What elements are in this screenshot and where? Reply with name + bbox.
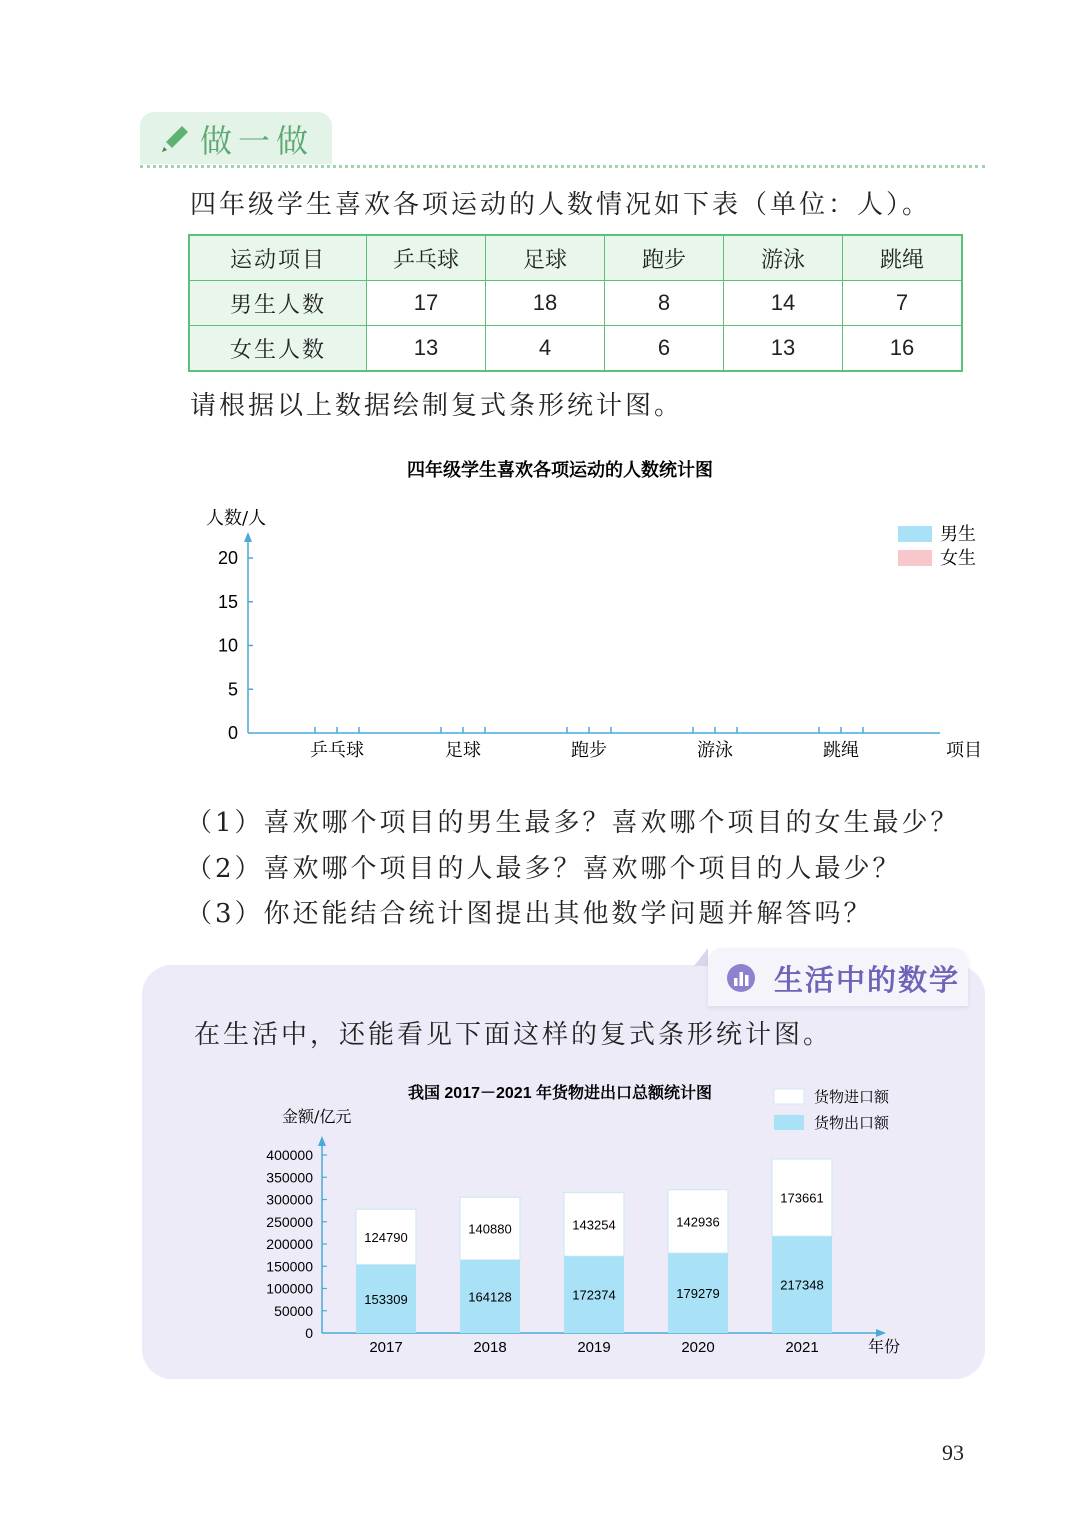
y-tick-label: 0 [227,723,238,743]
x-tick-label: 2018 [473,1339,507,1356]
table-cell: 13 [367,326,486,372]
data-label-import: 173661 [780,1190,824,1206]
y-tick-label: 300000 [266,1191,313,1208]
x-tick-label: 足球 [445,740,481,761]
x-tick-label: 2020 [681,1339,715,1356]
table-cell: 8 [605,281,724,326]
pencil-icon [158,122,192,156]
x-tick-label: 2017 [369,1339,403,1356]
intro-text: 四年级学生喜欢各项运动的人数情况如下表（单位：人）。 [190,190,932,220]
x-tick-label: 乒乓球 [310,740,364,761]
chart-title: 我国 2017－2021 年货物进出口总额统计图 [407,1085,713,1102]
y-axis-label: 人数/人 [206,508,267,529]
table-cell: 7 [843,281,963,326]
x-tick-label: 2021 [785,1339,819,1356]
table-cell: 17 [367,281,486,326]
table-row [189,326,962,372]
bar-chart-icon [726,963,756,993]
y-tick-label: 10 [217,635,238,656]
life-math-intro: 在生活中，还能看见下面这样的复式条形统计图。 [194,1020,833,1050]
y-tick-label: 250000 [266,1213,313,1230]
data-label-import: 143254 [572,1217,616,1233]
table-header-cell: 乒乓球 [367,235,486,281]
legend-swatch-import [774,1089,804,1104]
table-header-cell: 游泳 [724,235,843,281]
legend-label-girls: 女生 [940,548,976,569]
table-header-row [189,235,962,281]
data-label-export: 153309 [364,1291,408,1307]
data-label-export: 217348 [780,1277,824,1293]
table-cell: 6 [605,326,724,372]
trade-chart [250,1075,950,1370]
table-cell: 4 [486,326,605,372]
question-1: （1）喜欢哪个项目的男生最多？喜欢哪个项目的女生最少？ [186,808,960,838]
life-math-title: 生活中的数学 [774,963,961,997]
y-tick-label: 100000 [266,1280,313,1297]
table-cell: 13 [724,326,843,372]
table-cell: 18 [486,281,605,326]
chart-title: 四年级学生喜欢各项运动的人数统计图 [407,460,713,481]
data-label-export: 179279 [676,1286,720,1302]
legend-swatch-boys [898,526,932,542]
table-cell: 16 [843,326,963,372]
data-label-import: 124790 [364,1230,408,1246]
x-tick-label: 2019 [577,1339,611,1356]
table-header-cell: 运动项目 [189,235,367,281]
y-tick-label: 15 [217,591,238,612]
table-header-cell: 跑步 [605,235,724,281]
legend-swatch-girls [898,550,932,566]
sports-table [188,234,963,372]
legend-label-export: 货物出口额 [814,1114,890,1132]
legend-label-boys: 男生 [940,524,976,545]
data-label-export: 172374 [572,1287,616,1303]
y-tick-label: 5 [227,679,238,700]
y-tick-label: 0 [305,1325,313,1341]
data-label-export: 164128 [468,1289,512,1305]
instruction-text: 请根据以上数据绘制复式条形统计图。 [190,391,684,421]
legend-label-import: 货物进口额 [814,1088,890,1106]
table-cell: 14 [724,281,843,326]
y-tick-label: 200000 [266,1236,313,1252]
row-label: 男生人数 [189,281,367,326]
question-3: （3）你还能结合统计图提出其他数学问题并解答吗？ [186,899,873,929]
x-axis-label: 年份 [868,1337,901,1356]
y-tick-label: 20 [217,548,238,568]
y-axis-arrow [244,532,252,542]
data-label-import: 142936 [676,1214,720,1230]
x-tick-label: 跑步 [571,740,607,761]
x-tick-label: 游泳 [697,740,733,761]
x-axis-label: 项目 [946,740,982,761]
page-number: 93 [942,1440,964,1465]
section-title: 做一做 [200,122,315,160]
y-tick-label: 50000 [274,1302,313,1319]
tab-fold [694,948,708,966]
y-tick-label: 400000 [266,1147,313,1163]
dotted-divider [140,165,985,168]
table-row [189,281,962,326]
x-tick-label: 跳绳 [823,740,859,761]
data-label-import: 140880 [468,1221,512,1237]
legend-swatch-export [774,1115,804,1130]
table-header-cell: 足球 [486,235,605,281]
y-axis-arrow [318,1136,326,1146]
row-label: 女生人数 [189,326,367,372]
y-axis-label: 金额/亿元 [282,1107,352,1126]
x-axis-arrow [876,1329,886,1337]
table-header-cell: 跳绳 [843,235,963,281]
y-tick-label: 150000 [266,1258,313,1275]
question-2: （2）喜欢哪个项目的人最多？喜欢哪个项目的人最少？ [186,854,902,884]
y-tick-label: 350000 [266,1169,313,1186]
sports-chart [180,450,1000,770]
